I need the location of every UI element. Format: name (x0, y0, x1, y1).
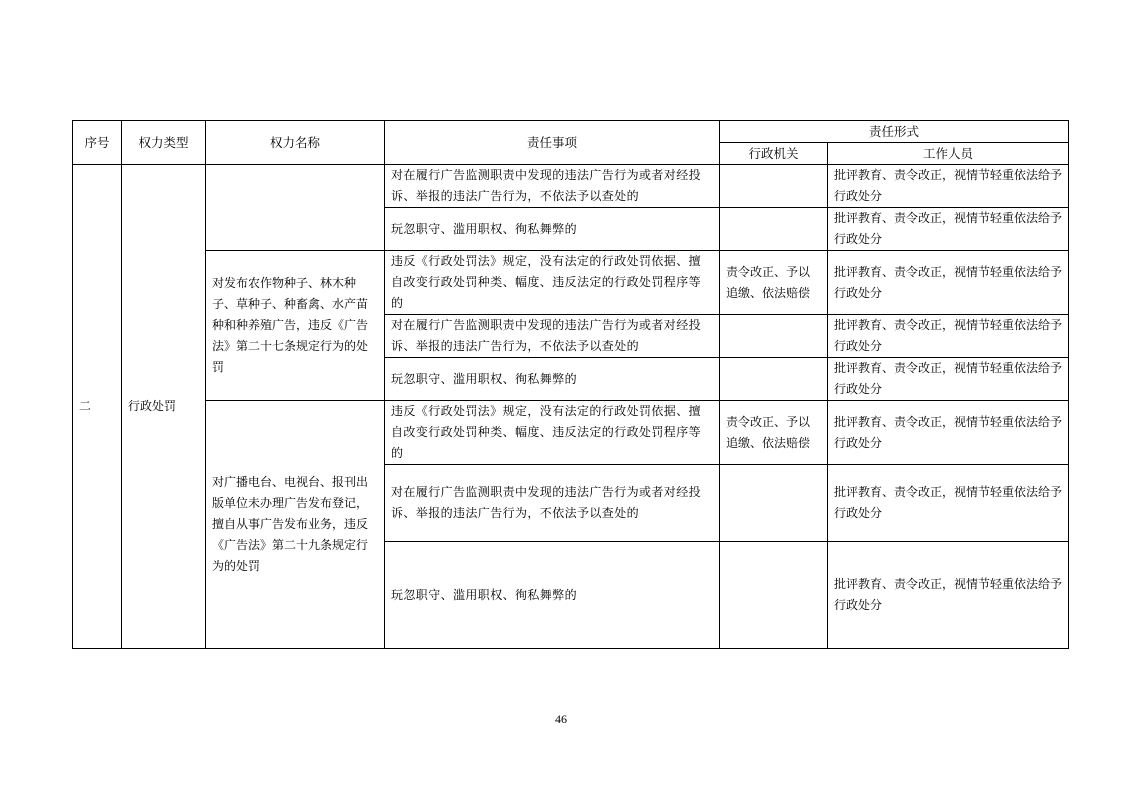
header-staff: 工作人员 (828, 143, 1069, 165)
header-power-name: 权力名称 (206, 121, 385, 165)
duty-item-cell: 玩忽职守、滥用职权、徇私舞弊的 (385, 358, 720, 401)
admin-form-cell (720, 465, 828, 542)
staff-form-cell: 批评教育、责令改正，视情节轻重依法给予行政处分 (828, 208, 1069, 251)
staff-form-cell: 批评教育、责令改正，视情节轻重依法给予行政处分 (828, 542, 1069, 649)
header-admin-org: 行政机关 (720, 143, 828, 165)
group-seq: 二 (73, 165, 122, 649)
responsibility-table (72, 120, 1069, 649)
staff-form-cell: 批评教育、责令改正，视情节轻重依法给予行政处分 (828, 358, 1069, 401)
admin-form-cell (720, 358, 828, 401)
admin-form-cell (720, 208, 828, 251)
duty-item-cell: 对在履行广告监测职责中发现的违法广告行为或者对经投诉、举报的违法广告行为，不依法予以查处的 (385, 315, 720, 358)
duty-item-cell: 对在履行广告监测职责中发现的违法广告行为或者对经投诉、举报的违法广告行为，不依法予以查处的 (385, 465, 720, 542)
table-row (73, 165, 1069, 208)
header-duty-items: 责任事项 (385, 121, 720, 165)
staff-form-cell: 批评教育、责令改正，视情节轻重依法给予行政处分 (828, 251, 1069, 315)
admin-form-cell: 责令改正、予以追缴、依法赔偿 (720, 401, 828, 465)
header-seq: 序号 (73, 121, 122, 165)
page-number: 46 (555, 712, 567, 726)
staff-form-cell: 批评教育、责令改正，视情节轻重依法给予行政处分 (828, 315, 1069, 358)
admin-form-cell (720, 315, 828, 358)
duty-item-cell: 对在履行广告监测职责中发现的违法广告行为或者对经投诉、举报的违法广告行为，不依法予以查处的 (385, 165, 720, 208)
table-row (73, 401, 1069, 465)
power-name-cell: 对发布农作物种子、林木种子、草种子、种畜禽、水产苗种和种养殖广告，违反《广告法》第二十七条规定行为的处罚 (206, 251, 385, 401)
duty-item-cell: 违反《行政处罚法》规定，没有法定的行政处罚依据、擅自改变行政处罚种类、幅度、违反法定的行政处罚程序等的 (385, 401, 720, 465)
duty-item-cell: 违反《行政处罚法》规定，没有法定的行政处罚依据、擅自改变行政处罚种类、幅度、违反法定的行政处罚程序等的 (385, 251, 720, 315)
staff-form-cell: 批评教育、责令改正，视情节轻重依法给予行政处分 (828, 165, 1069, 208)
table-body (73, 165, 1069, 649)
table-row (73, 251, 1069, 315)
duty-item-cell: 玩忽职守、滥用职权、徇私舞弊的 (385, 208, 720, 251)
admin-form-cell: 责令改正、予以追缴、依法赔偿 (720, 251, 828, 315)
power-name-cell (206, 165, 385, 251)
staff-form-cell: 批评教育、责令改正，视情节轻重依法给予行政处分 (828, 465, 1069, 542)
admin-form-cell (720, 165, 828, 208)
table-header (73, 121, 1069, 165)
power-name-cell: 对广播电台、电视台、报刊出版单位未办理广告发布登记，擅自从事广告发布业务，违反《广告法》第二十九条规定行为的处罚 (206, 401, 385, 649)
staff-form-cell: 批评教育、责令改正，视情节轻重依法给予行政处分 (828, 401, 1069, 465)
admin-form-cell (720, 542, 828, 649)
header-power-type: 权力类型 (122, 121, 206, 165)
group-power-type: 行政处罚 (122, 165, 206, 649)
header-duty-form: 责任形式 (720, 121, 1069, 143)
duty-item-cell: 玩忽职守、滥用职权、徇私舞弊的 (385, 542, 720, 649)
